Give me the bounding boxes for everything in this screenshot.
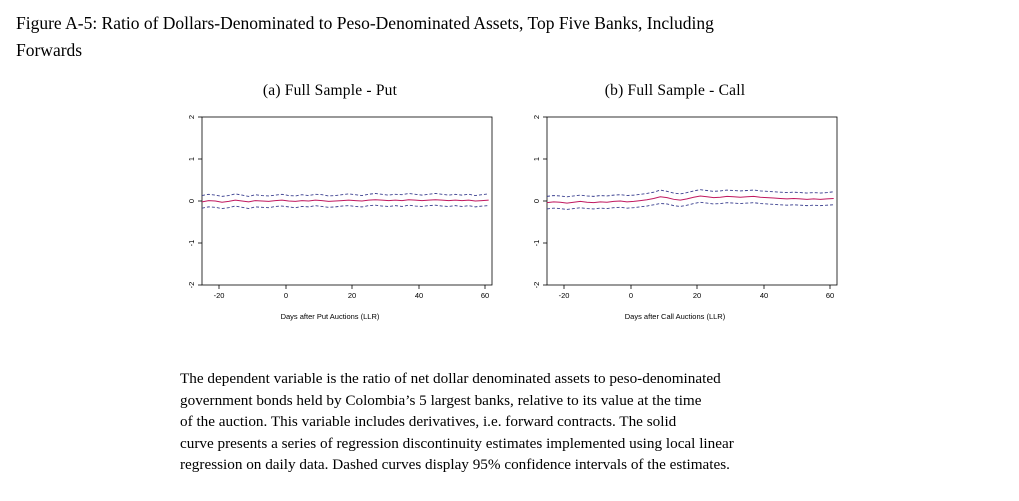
figure-caption-line-1: Figure A-5: Ratio of Dollars-Denominated to Peso-Denominated Assets, Top Five Banks, Including <box>16 13 714 33</box>
panel-a-xtick-0: 0 <box>283 291 289 300</box>
panel-a-ytick-neg2: -2 <box>187 281 196 289</box>
panel-b-title: (b) Full Sample - Call <box>604 82 746 99</box>
panel-b-y-axis <box>532 115 547 288</box>
panel-b-chart-svg <box>505 112 845 312</box>
panel-b-ytick-neg2: -2 <box>532 281 541 289</box>
panel-b-ci-upper <box>547 190 834 197</box>
panel-a-ci-lower <box>202 205 489 208</box>
panel-a-chart-svg <box>160 112 500 312</box>
panel-a-xtick-20: 20 <box>347 291 357 300</box>
panel-b-ytick-2: 2 <box>532 114 541 120</box>
notes-line-4: curve presents a series of regression discontinuity estimates implemented using local linear <box>180 434 734 452</box>
panel-b-ytick-neg1: -1 <box>532 239 541 247</box>
notes-line-2: government bonds held by Colombia’s 5 largest banks, relative to its value at the time <box>180 391 702 409</box>
panel-b-plot <box>505 112 845 321</box>
figure-caption <box>16 10 1004 64</box>
panel-a-x-axis <box>214 285 490 300</box>
panel-a-ytick-0: 0 <box>187 198 196 204</box>
panel-a-xtick-40: 40 <box>414 291 424 300</box>
notes-line-3: of the auction. This variable includes derivatives, i.e. forward contracts. The solid <box>180 413 677 430</box>
figure-panels <box>0 82 1019 332</box>
notes-line-1: The dependent variable is the ratio of net dollar denominated assets to peso-denominated <box>180 370 721 387</box>
panel-a-plot <box>160 112 500 321</box>
panel-full-sample-put <box>160 82 500 332</box>
panel-a-title: (a) Full Sample - Put <box>262 82 398 99</box>
panel-full-sample-call <box>505 82 845 332</box>
panel-a-ytick-2: 2 <box>187 114 196 120</box>
panel-b-xtick-0: 0 <box>628 291 634 300</box>
panel-a-xlabel: Days after Put Auctions (LLR) <box>280 312 380 321</box>
panel-b-plot-frame <box>547 117 837 285</box>
panel-a-estimate-line <box>202 200 489 203</box>
panel-a-ytick-neg1: -1 <box>187 239 196 247</box>
panel-b-xlabel: Days after Call Auctions (LLR) <box>624 312 726 321</box>
panel-b-ytick-0: 0 <box>532 198 541 204</box>
figure-caption-line-2: Forwards <box>16 40 83 60</box>
panel-a-xtick-neg20: -20 <box>213 291 225 300</box>
panel-b-ytick-1: 1 <box>532 156 541 162</box>
panel-b-ci-lower <box>547 202 834 209</box>
panel-a-xtick-60: 60 <box>480 291 490 300</box>
panel-a-ci-upper <box>202 193 489 196</box>
panel-a-y-axis <box>187 115 202 288</box>
panel-b-xtick-60: 60 <box>825 291 835 300</box>
panel-b-xtick-40: 40 <box>759 291 769 300</box>
panel-b-x-axis <box>559 285 835 300</box>
figure-notes <box>180 368 823 476</box>
panel-a-ytick-1: 1 <box>187 156 196 162</box>
panel-b-xtick-20: 20 <box>692 291 702 300</box>
notes-line-5: regression on daily data. Dashed curves display 95% confidence intervals of the estimates. <box>180 456 730 473</box>
panel-b-estimate-line <box>547 196 834 203</box>
panel-b-xtick-neg20: -20 <box>558 291 570 300</box>
